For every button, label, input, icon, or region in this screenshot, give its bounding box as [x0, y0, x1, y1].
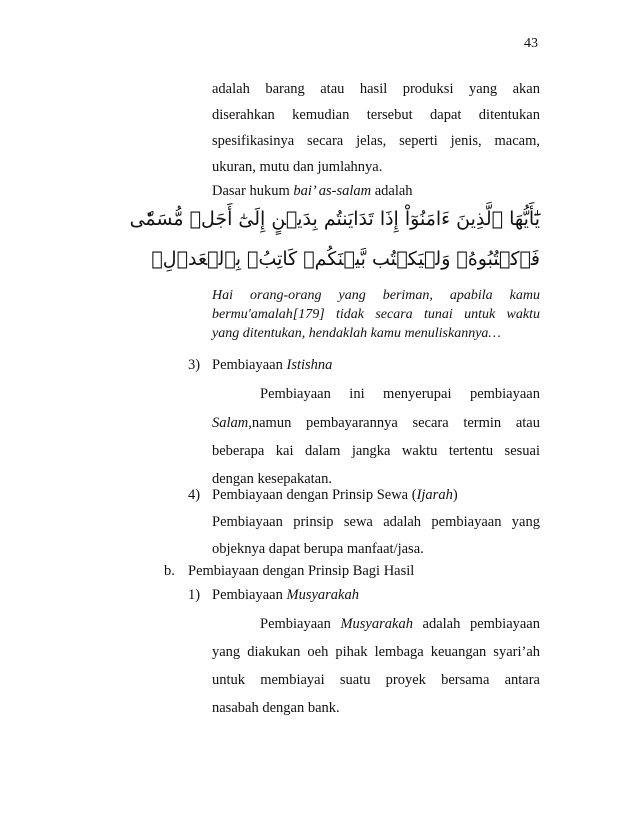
paragraph-line: ukuran, mutu dan jumlahnya. [212, 159, 383, 175]
paragraph-line [260, 611, 540, 637]
paragraph-line [212, 410, 540, 436]
item-title-term: Istishna [286, 357, 333, 373]
item-title-prefix: Pembiayaan dengan Prinsip Sewa ( [212, 487, 417, 503]
item-title-term: Musyarakah [286, 587, 359, 603]
paragraph-line: Pembiayaan ini menyerupai pembiayaan [260, 386, 540, 402]
item-title [212, 482, 458, 508]
page-number: 43 [524, 36, 538, 51]
paragraph-line: nasabah dengan bank. [212, 700, 340, 716]
dasar-hukum-line [212, 178, 413, 204]
paragraph-line: diserahkan kemudian tersebut dapat ditentukan [212, 107, 540, 123]
arabic-verse-line-2: فَٱكۡتُبُوهُۚ وَلۡيَكۡتُب بَّيۡنَكُمۡ كَاتِبُۢ بِٱلۡعَدۡلِۚ [151, 248, 540, 270]
dasar-term: bai’ as-salam [293, 183, 372, 199]
paragraph-line: objeknya dapat berupa manfaat/jasa. [212, 541, 424, 557]
section-label: b. [164, 563, 175, 579]
paragraph-line: yang diakukan oeh pihak lembaga keuangan syari’ah [212, 644, 540, 660]
paragraph-text: adalah pembiayaan [412, 616, 540, 632]
list-number: 1) [188, 587, 201, 603]
paragraph-line: dengan kesepakatan. [212, 471, 332, 487]
item-title [212, 352, 332, 378]
item-title-prefix: Pembiayaan [212, 587, 287, 603]
list-number: 4) [188, 487, 201, 503]
translation-line: yang ditentukan, hendaklah kamu menuliskannya… [212, 326, 501, 341]
salam-term: Salam, [212, 415, 252, 431]
item-title-term: Ijarah [416, 487, 453, 503]
paragraph-text: namun pembayarannya secara termin atau [251, 415, 540, 431]
item-title [212, 582, 359, 608]
item-title-prefix: Pembiayaan [212, 357, 287, 373]
section-title: Pembiayaan dengan Prinsip Bagi Hasil [188, 563, 415, 579]
list-number: 3) [188, 357, 201, 373]
item-title-suffix: ) [452, 487, 458, 503]
paragraph-line: Pembiayaan prinsip sewa adalah pembiayaan yang [212, 514, 540, 530]
paragraph-text: Pembiayaan [260, 616, 341, 632]
paragraph-line: untuk membiayai suatu proyek bersama antara [212, 672, 540, 688]
dasar-suffix: adalah [371, 183, 413, 199]
paragraph-line: beberapa kai dalam jangka waktu tertentu sesuai [212, 443, 540, 459]
paragraph-line: adalah barang atau hasil produksi yang akan [212, 81, 540, 97]
musyarakah-term: Musyarakah [340, 616, 413, 632]
dasar-prefix: Dasar hukum [212, 183, 294, 199]
paragraph-line: spesifikasinya secara jelas, seperti jenis, macam, [212, 133, 540, 149]
translation-line: bermu'amalah[179] tidak secara tunai untuk waktu [212, 307, 540, 322]
translation-line: Hai orang-orang yang beriman, apabila kamu [212, 288, 540, 303]
arabic-verse-line-1: يَٰٓأَيُّهَا ٱلَّذِينَ ءَامَنُوٓاْ إِذَا تَدَايَنتُم بِدَيۡنٍ إِلَىٰٓ أَجَلٖ مُّسَمّٗى [129, 208, 540, 230]
